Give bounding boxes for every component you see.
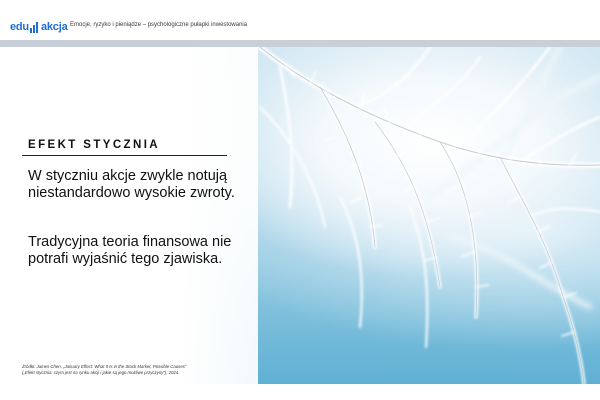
bar-chart-icon — [30, 22, 40, 33]
slide — [0, 47, 600, 384]
source-line-1: Źródło: James Chen, „January Effect: What It Is in the Stock Market, Possible Causes” — [22, 364, 187, 369]
footer-band — [0, 384, 600, 400]
logo-text-left: edu — [10, 21, 29, 33]
slide-heading: EFEKT STYCZNIA — [28, 139, 160, 151]
heading-underline — [22, 155, 227, 156]
paragraph-2: Tradycyjna teoria finansowa nie potrafi wyjaśnić tego zjawiska. — [28, 234, 232, 267]
logo-text-right: akcja — [40, 21, 68, 33]
paragraph-1: W styczniu akcje zwykle notują niestandardowo wysokie zwroty. — [28, 168, 235, 201]
edu-akcja-logo[interactable] — [10, 20, 68, 34]
header-divider — [0, 40, 600, 47]
source-line-2: („Efekt styczniа: czym jest na rynku akcji i jakie są jego możliwe przyczyny”), 2024. — [22, 370, 180, 375]
text-panel — [0, 47, 258, 384]
header-bar — [0, 0, 600, 40]
source-note — [22, 364, 252, 376]
snow-branches-image — [200, 47, 600, 384]
course-title: Emocje, ryzyko i pieniądze – psychologiczne pułapki inwestowania — [70, 22, 248, 28]
